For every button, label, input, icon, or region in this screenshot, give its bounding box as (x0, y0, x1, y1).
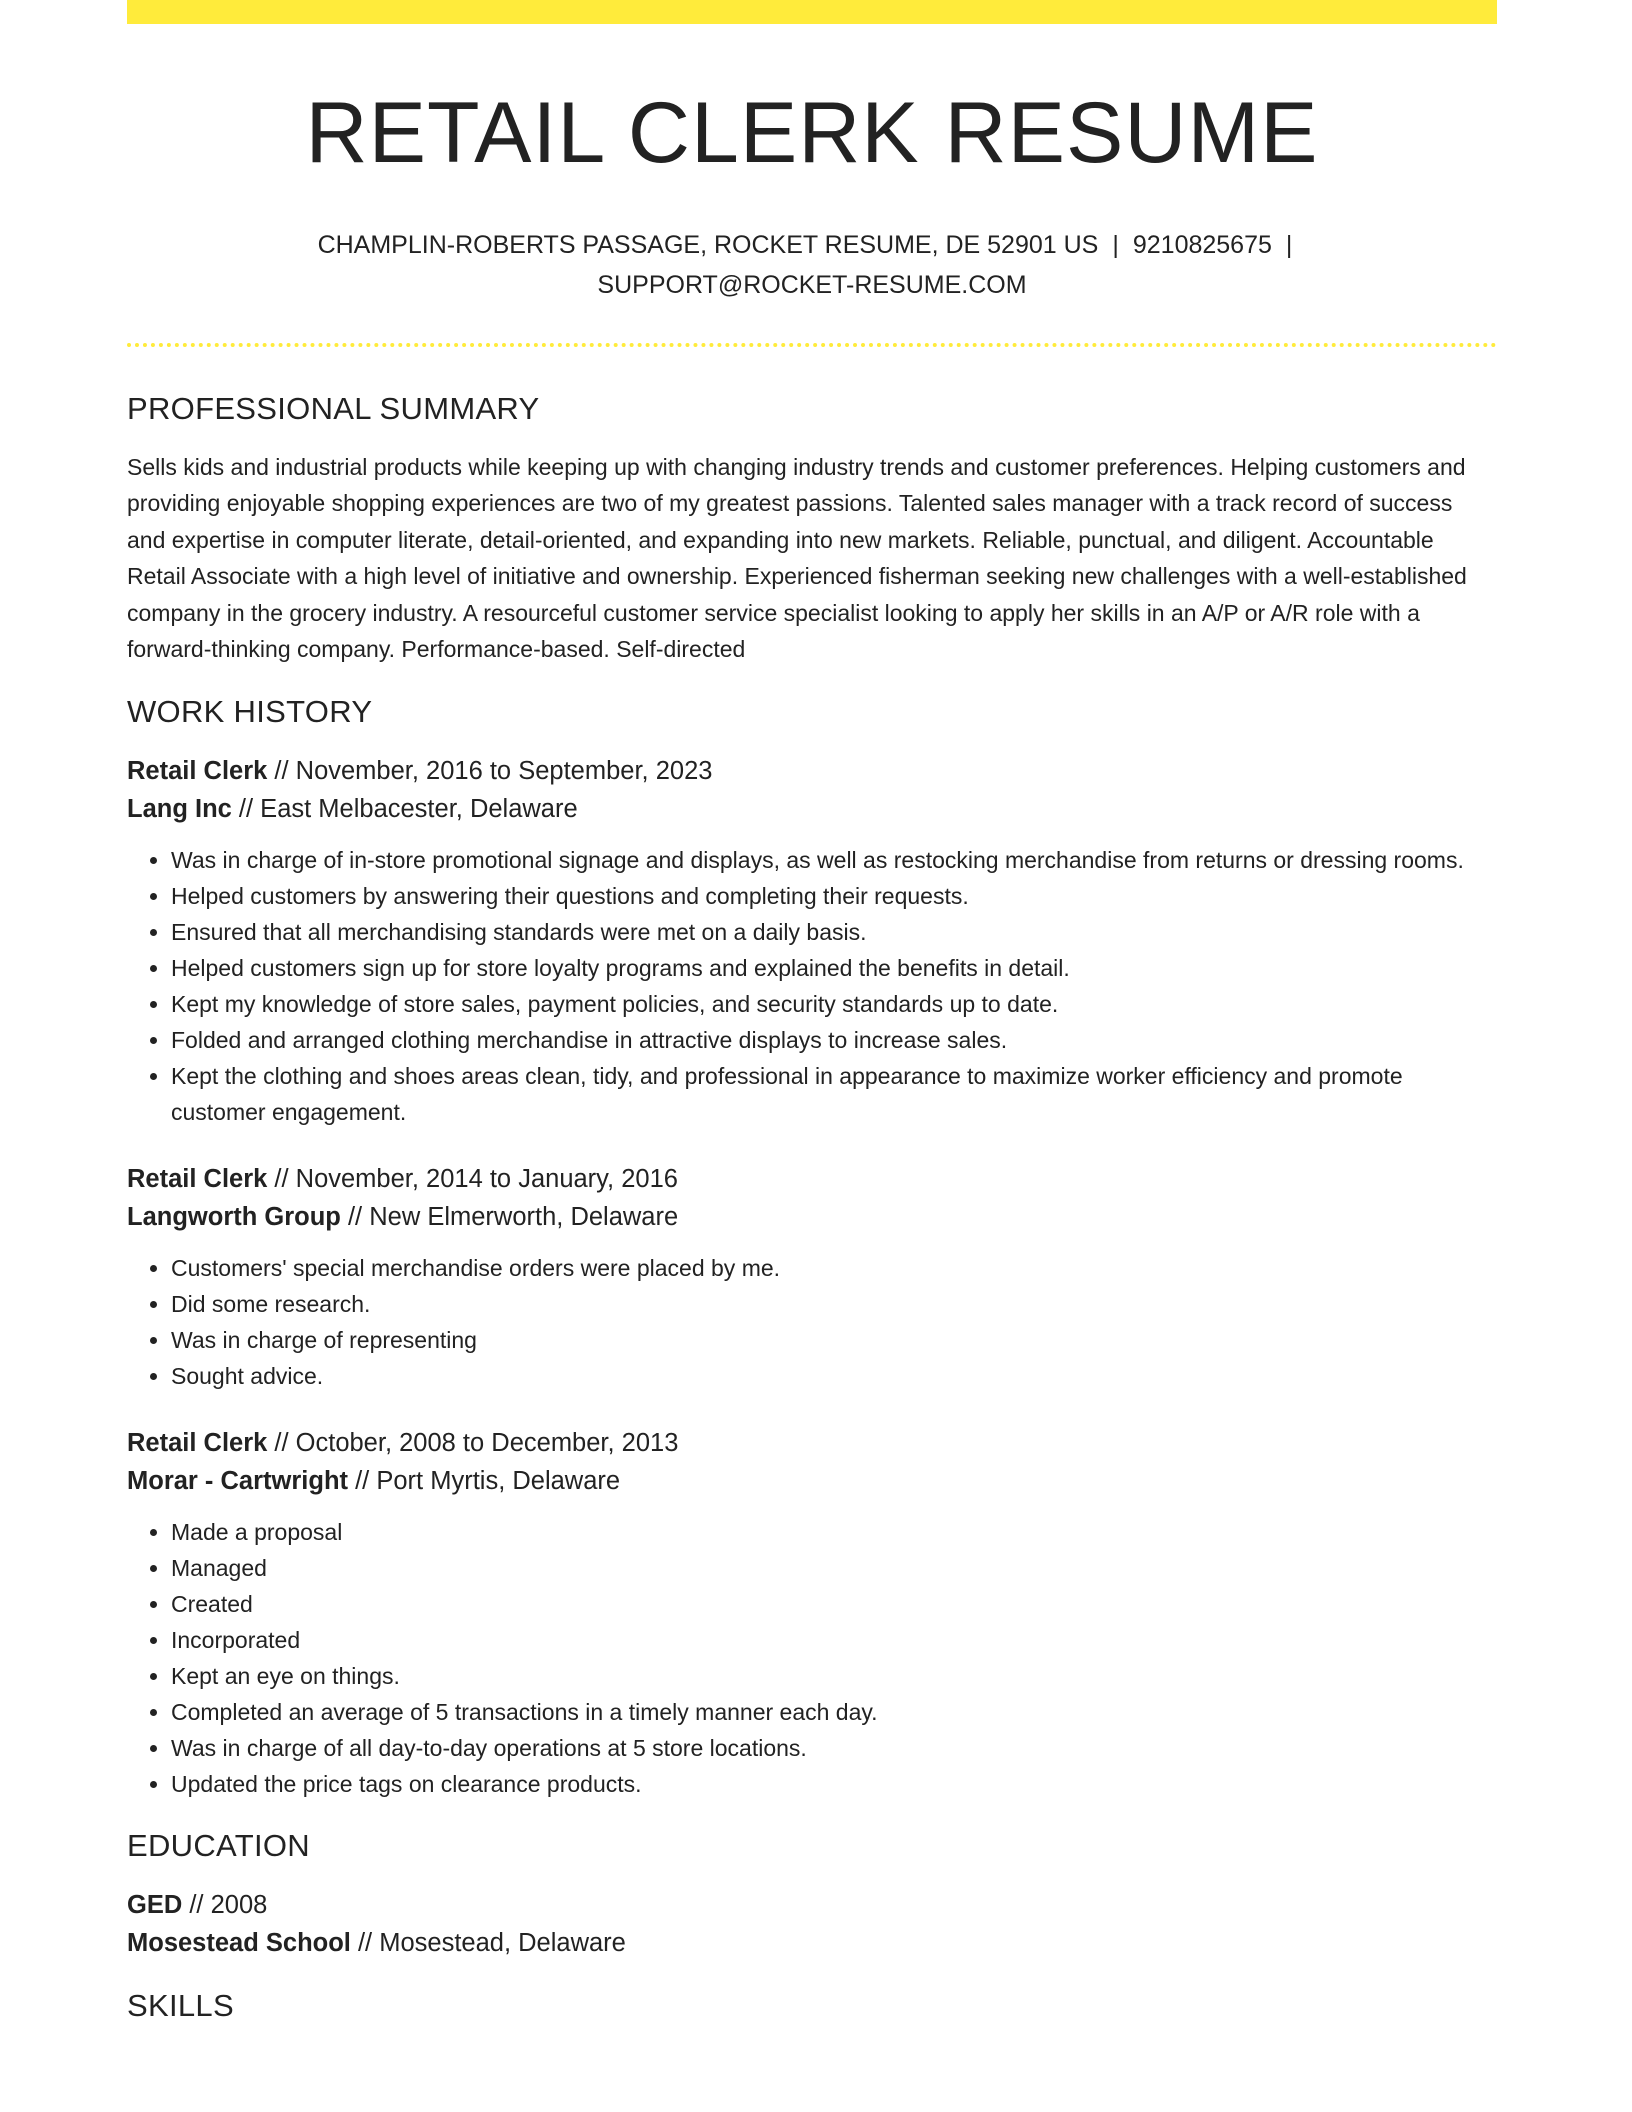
duty-item: • Kept my knowledge of store sales, payment policies, and security standards up to date. (171, 986, 1497, 1022)
duty-item: • Helped customers sign up for store loyalty programs and explained the benefits in detail. (171, 950, 1497, 986)
duty-item: • Incorporated (171, 1622, 1497, 1658)
duty-item: • Ensured that all merchandising standards were met on a daily basis. (171, 914, 1497, 950)
duty-item: • Customers' special merchandise orders were placed by me. (171, 1250, 1497, 1286)
contact-email: SUPPORT@ROCKET-RESUME.COM (597, 270, 1027, 299)
education-heading: EDUCATION (127, 1827, 310, 1863)
education-school-line (127, 1924, 1497, 1962)
duty-item: • Did some research. (171, 1286, 1497, 1322)
contact-phone: 9210825675 (1132, 230, 1272, 259)
education-location: // Mosestead, Delaware (350, 1928, 626, 1957)
education-year: // 2008 (182, 1890, 268, 1919)
education-school: Mosestead School (127, 1928, 351, 1957)
job-location: // East Melbacester, Delaware (231, 794, 578, 823)
job-duties (127, 1514, 1497, 1802)
job-entry (127, 1424, 1497, 1802)
contact-separator: | (1112, 230, 1119, 259)
duty-item: • Made a proposal (171, 1514, 1497, 1550)
job-title-line (127, 1160, 1497, 1198)
job-company-line (127, 790, 1497, 828)
resume-title: RETAIL CLERK RESUME (305, 85, 1319, 181)
job-title: Retail Clerk (127, 756, 268, 785)
duty-item: • Folded and arranged clothing merchandise in attractive displays to increase sales. (171, 1022, 1497, 1058)
dotted-divider (127, 343, 1497, 347)
job-dates: // November, 2016 to September, 2023 (267, 756, 713, 785)
job-location: // Port Myrtis, Delaware (348, 1466, 621, 1495)
education-degree-line (127, 1886, 1497, 1924)
duty-item: • Helped customers by answering their questions and completing their requests. (171, 878, 1497, 914)
contact-separator: | (1285, 230, 1293, 259)
duty-item: • Kept the clothing and shoes areas clean, tidy, and professional in appearance to maximize worker efficiency and promote customer engagement. (171, 1058, 1497, 1130)
summary-heading: PROFESSIONAL SUMMARY (127, 390, 540, 426)
work-history-heading: WORK HISTORY (127, 693, 373, 729)
contact-info (312, 225, 1312, 305)
resume-page (127, 0, 1497, 2024)
job-duties (127, 1250, 1497, 1394)
summary-text: Sells kids and industrial products while keeping up with changing industry trends and customer preferences. Helping customers and providing enjoyable shopping experiences are two of my greatest passions. Talented sales manager with a track record of success and expertise in computer literate, detail-oriented, and expanding into new markets. Reliable, punctual, and diligent. Accountable Retail Associate with a high level of initiative and ownership. Experienced fisherman seeking new challenges with a well-established company in the grocery industry. A resourceful customer service specialist looking to apply her skills in an A/P or A/R role with a forward-thinking company. Performance-based. Self-directed (127, 453, 1467, 663)
education-degree: GED (127, 1890, 183, 1919)
education-entry (127, 1886, 1497, 1962)
job-dates: // October, 2008 to December, 2013 (267, 1428, 679, 1457)
skills-heading: SKILLS (127, 1987, 234, 2023)
job-company: Langworth Group (127, 1202, 341, 1231)
job-company: Morar - Cartwright (127, 1466, 349, 1495)
duty-item: • Was in charge of in-store promotional signage and displays, as well as restocking merchandise from returns or dressing rooms. (171, 842, 1497, 878)
job-company-line (127, 1198, 1497, 1236)
duty-item: • Updated the price tags on clearance products. (171, 1766, 1497, 1802)
duty-item: • Created (171, 1586, 1497, 1622)
duty-item: • Completed an average of 5 transactions in a timely manner each day. (171, 1694, 1497, 1730)
duty-item: • Sought advice. (171, 1358, 1497, 1394)
job-entry (127, 752, 1497, 1130)
job-title-line (127, 1424, 1497, 1462)
job-company: Lang Inc (127, 794, 232, 823)
job-company-line (127, 1462, 1497, 1500)
job-dates: // November, 2014 to January, 2016 (267, 1164, 678, 1193)
contact-address: CHAMPLIN-ROBERTS PASSAGE, ROCKET RESUME, DE 52901 US (317, 230, 1099, 259)
duty-item: • Was in charge of representing (171, 1322, 1497, 1358)
duty-item: • Kept an eye on things. (171, 1658, 1497, 1694)
job-location: // New Elmerworth, Delaware (340, 1202, 679, 1231)
duty-item: • Was in charge of all day-to-day operations at 5 store locations. (171, 1730, 1497, 1766)
job-entry (127, 1160, 1497, 1394)
duty-item: • Managed (171, 1550, 1497, 1586)
job-duties (127, 842, 1497, 1130)
job-title: Retail Clerk (127, 1164, 268, 1193)
job-title: Retail Clerk (127, 1428, 268, 1457)
job-title-line (127, 752, 1497, 790)
accent-bar (127, 0, 1497, 24)
